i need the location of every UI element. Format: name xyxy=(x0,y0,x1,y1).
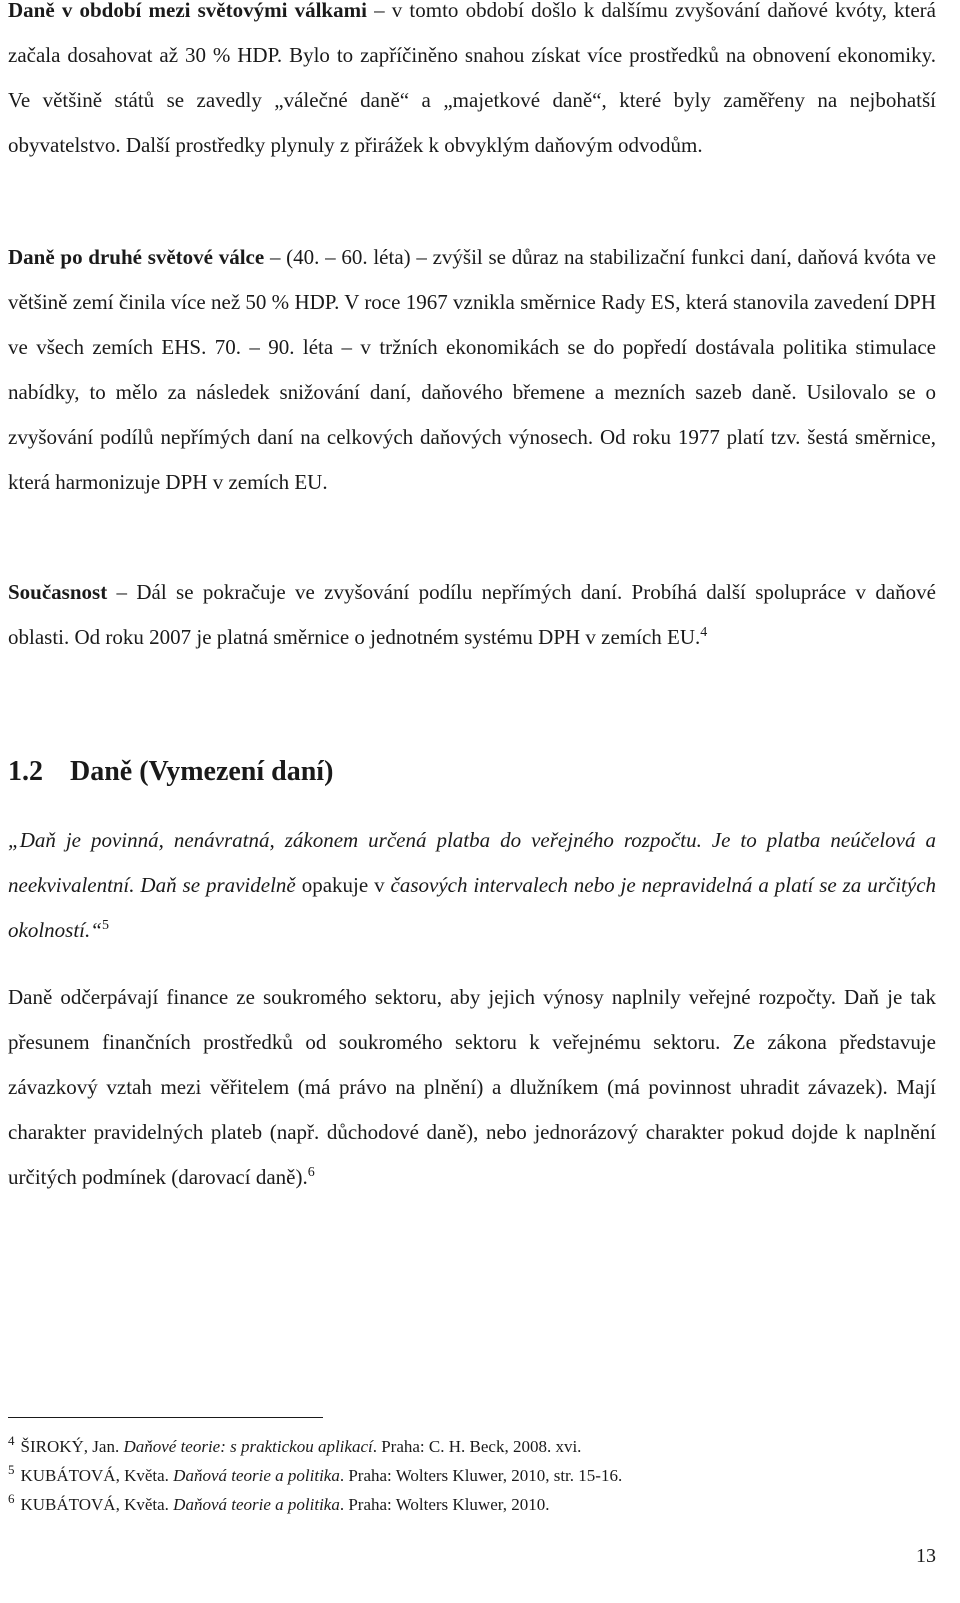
dash: – xyxy=(374,0,385,22)
paragraph-text: (40. – 60. léta) – zvýšil se důraz na stabilizační funkci daní, daňová kvóta ve většině zemí činila více než 50 % HDP. V roce 1967 vznikla směrnice Rady ES, která stanovila zavedení DPH ve všech zemích EHS. 70. – 90. léta – v tržních ekonomikách se do popředí dostávala politika stimulace nabídky, to mělo za následek snižování daní, daňového břemene a mezních sazeb daně. Usilovalo se o zvyšování podílů nepřímých daní na celkových daňových výnosech. Od roku 1977 platí tzv. šestá směrnice, která harmonizuje DPH v zemích EU. xyxy=(8,245,937,494)
paragraph-tax-definition xyxy=(8,975,936,1200)
paragraph-present xyxy=(8,570,936,660)
paragraph-text: Daně odčerpávají finance ze soukromého sektoru, aby jejich výnosy naplnily veřejné rozpočty. Daň je tak přesunem finančních prostředků od soukromého sektoru k veřejnému sektoru. Ze zákona představuje závazkový vztah mezi věřitelem (má právo na plnění) a dlužníkem (má povinnost uhradit závazek). Mají charakter pravidelných plateb (např. důchodové daně), nebo jednorázový charakter pokud dojde k naplnění určitých podmínek (darovací daně). xyxy=(8,985,936,1189)
quote-text: časových intervalech nebo je nepravidelná a platí se za určitých okolností. xyxy=(8,873,937,942)
paragraph-lead: Daně po druhé světové válce xyxy=(8,245,265,269)
paragraph-text: v tomto období došlo k dalšímu zvyšování daňové kvóty, která začala dosahovat až 30 % HDP. Bylo to zapříčiněno snahou získat více prostředků na obnovení ekonomiky. Ve většině států se zavedly „válečné daně“ a „majetkové daně“, které byly zaměřeny na nejbohatší obyvatelstvo. Další prostředky plynuly z přirážek k obvyklým daňovým odvodům. xyxy=(8,0,936,157)
quote-open-mark: „ xyxy=(8,828,20,852)
quote-plain-text: opakuje v xyxy=(301,873,385,897)
footnote-ref: 5 xyxy=(101,918,109,933)
footnote-number: 4 xyxy=(8,1433,15,1449)
footnote-title: Daňová teorie a politika xyxy=(173,1466,340,1485)
paragraph-lead: Daně v období mezi světovými válkami xyxy=(8,0,367,22)
footnote-title: Daňová teorie a politika xyxy=(173,1495,340,1514)
paragraph-postwar-taxes xyxy=(8,235,936,505)
footnotes xyxy=(8,1432,936,1519)
footnote-title: Daňové teorie: s praktickou aplikací xyxy=(123,1437,373,1456)
paragraph-lead: Současnost xyxy=(8,580,108,604)
footnote xyxy=(8,1490,936,1519)
paragraph-text: Dál se pokračuje ve zvyšování podílu nepřímých daní. Probíhá další spolupráce v daňové oblasti. Od roku 2007 je platná směrnice o jednotném systému DPH v zemích EU. xyxy=(8,580,937,649)
dash: – xyxy=(269,245,281,269)
quote-text: Daň je povinná, nenávratná, zákonem určená platba do veřejného rozpočtu. Je to platba neúčelová a neekvivalentní. Daň se pravidelně xyxy=(8,828,936,897)
footnote xyxy=(8,1461,936,1490)
dash: – xyxy=(116,580,128,604)
footnote-publisher: . Praha: Wolters Kluwer, 2010. xyxy=(339,1495,550,1514)
footnote-author: KUBÁTOVÁ, Květa. xyxy=(20,1466,169,1485)
footnote xyxy=(8,1432,936,1461)
footnote-author: ŠIROKÝ, Jan. xyxy=(20,1437,120,1456)
section-title: Daně (Vymezení daní) xyxy=(70,756,334,787)
footnote-ref: 4 xyxy=(700,625,708,640)
footnote-number: 6 xyxy=(8,1491,15,1507)
definition-quote xyxy=(8,818,936,953)
quote-close-mark: “ xyxy=(90,918,102,942)
footnote-publisher: . Praha: Wolters Kluwer, 2010, str. 15-16. xyxy=(339,1466,623,1485)
footnote-number: 5 xyxy=(8,1462,15,1478)
section-number: 1.2 xyxy=(8,756,43,787)
footnote-ref: 6 xyxy=(307,1165,315,1180)
footnote-author: KUBÁTOVÁ, Květa. xyxy=(20,1495,169,1514)
page-number: 13 xyxy=(916,1545,936,1567)
footnote-divider xyxy=(8,1417,323,1418)
section-heading xyxy=(8,750,333,794)
footnote-publisher: . Praha: C. H. Beck, 2008. xvi. xyxy=(372,1437,582,1456)
paragraph-interwar-taxes xyxy=(8,0,936,168)
